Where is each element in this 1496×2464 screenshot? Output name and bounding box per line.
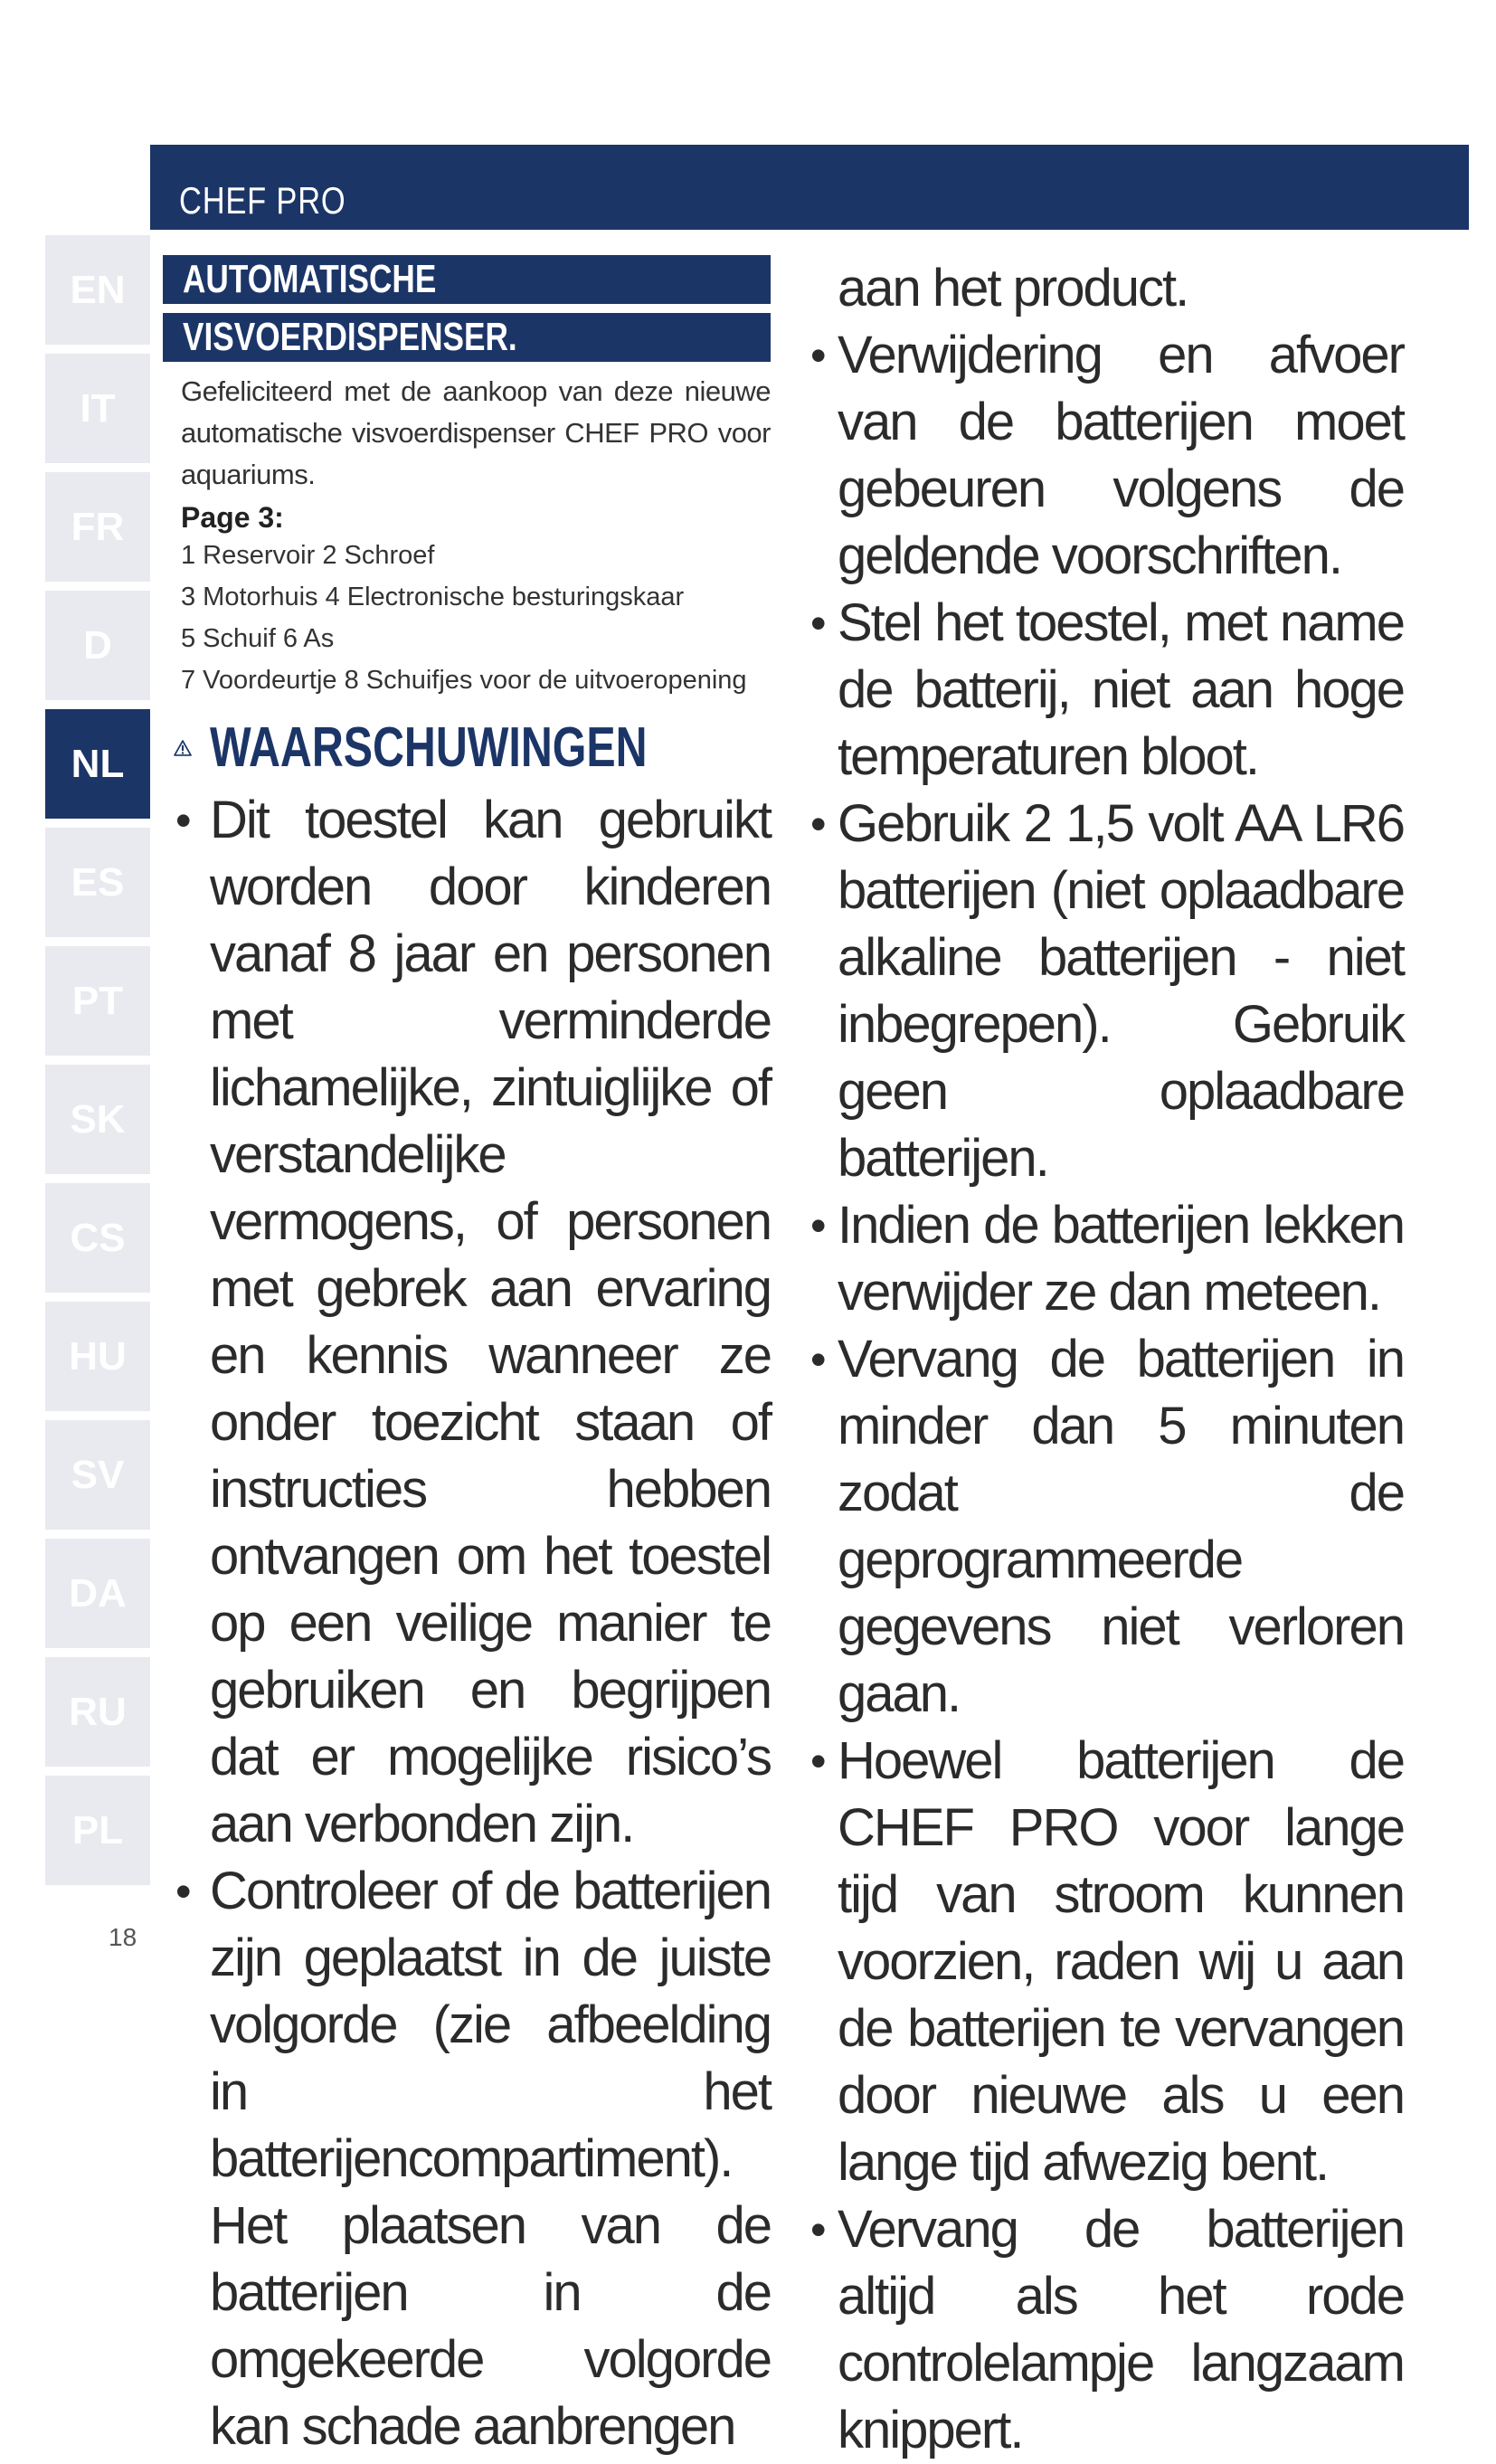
lang-tab-sv[interactable]: SV <box>45 1420 150 1530</box>
parts-line: 7 Voordeurtje 8 Schuifjes voor de uitvoeropening <box>181 666 747 695</box>
title-line-1: AUTOMATISCHE <box>183 257 437 301</box>
right-column <box>810 255 1404 2464</box>
parts-line: 1 Reservoir 2 Schroef <box>181 541 435 570</box>
list-item <box>810 1192 1404 1326</box>
bullet-icon: • <box>810 799 825 849</box>
list-item <box>163 1858 771 2460</box>
lang-tab-nl[interactable]: NL <box>45 709 150 819</box>
lang-tab-fr[interactable]: FR <box>45 472 150 582</box>
header-title: CHEF PRO <box>179 179 346 222</box>
parts-list <box>181 535 771 701</box>
bullet-text: Stel het toestel, met name de batterij, niet aan hoge temperaturen bloot. <box>838 593 1404 786</box>
bullet-icon: • <box>810 330 825 381</box>
bullet-text: Indien de batterijen lekken verwijder ze dan meteen. <box>838 1196 1404 1322</box>
title-bar-line-2 <box>163 313 771 362</box>
lang-tab-it[interactable]: IT <box>45 354 150 463</box>
lang-tab-d[interactable]: D <box>45 591 150 700</box>
bullet-text: Vervang de batterijen in minder dan 5 minuten zodat de geprogrammeerde gegevens niet verloren gaan. <box>838 1330 1404 1723</box>
bullet-icon: • <box>810 2204 825 2255</box>
warnings-heading-text: WAARSCHUWINGEN <box>210 716 648 779</box>
page-number: 18 <box>109 1923 137 1951</box>
bullet-text: Verwijdering en afvoer van de batterijen moet gebeuren volgens de geldende voorschriften. <box>838 326 1404 585</box>
lang-tab-pl[interactable]: PL <box>45 1776 150 1885</box>
title-line-2: VISVOERDISPENSER. <box>183 315 517 359</box>
list-item <box>810 791 1404 1192</box>
continuation-text: aan het product. <box>838 259 1188 317</box>
right-bullet-list <box>810 322 1404 2464</box>
bullet-icon: • <box>175 1866 190 1917</box>
title-bar-line-1 <box>163 255 771 304</box>
list-item <box>810 2196 1404 2464</box>
bullet-text: Gebruik 2 1,5 volt AA LR6 batterijen (niet oplaadbare alkaline batterijen - niet inbegrepen). Gebruik geen oplaadbare batterijen. <box>838 794 1404 1188</box>
bullet-icon: • <box>810 1200 825 1251</box>
list-item <box>810 590 1404 791</box>
left-bullet-list <box>163 787 771 2460</box>
list-item <box>810 322 1404 590</box>
lang-tab-sk[interactable]: SK <box>45 1065 150 1174</box>
header-bar <box>150 145 1469 230</box>
bullet-icon: • <box>175 795 190 846</box>
lang-tab-pt[interactable]: PT <box>45 946 150 1056</box>
bullet-text: Dit toestel kan gebruikt worden door kinderen vanaf 8 jaar en personen met verminderde lichamelijke, zintuiglijke of verstandelijke vermogens, of personen met gebrek aan ervaring en kennis wanneer ze onder toezicht staan of instructies hebben ontvangen om het toestel op een veilige manier te gebruiken en begrijpen dat er mogelijke risico’s aan verbonden zijn. <box>210 791 771 1853</box>
intro-text: Gefeliciteerd met de aankoop van deze nieuwe automatische visvoerdispenser CHEF PRO voor aquariums. <box>181 375 771 490</box>
lang-tab-hu[interactable]: HU <box>45 1302 150 1411</box>
language-tabs <box>45 235 150 1894</box>
parts-line: 3 Motorhuis 4 Electronische besturingskaar <box>181 583 685 611</box>
left-column <box>163 255 771 2460</box>
lang-tab-da[interactable]: DA <box>45 1539 150 1648</box>
list-item <box>810 1728 1404 2196</box>
lang-tab-es[interactable]: ES <box>45 828 150 937</box>
list-item <box>163 787 771 1858</box>
lang-tab-ru[interactable]: RU <box>45 1657 150 1767</box>
warnings-heading <box>174 716 771 780</box>
bullet-icon: • <box>810 598 825 649</box>
lang-tab-en[interactable]: EN <box>45 235 150 345</box>
page-label: Page 3: <box>181 501 284 534</box>
lang-tab-cs[interactable]: CS <box>45 1183 150 1293</box>
bullet-text: Vervang de batterijen altijd als het rode controlelampje langzaam knippert. <box>838 2200 1404 2459</box>
parts-line: 5 Schuif 6 As <box>181 624 335 653</box>
bullet-text: Controleer of de batterijen zijn geplaatst in de juiste volgorde (zie afbeelding in het batterijencompartiment). Het plaatsen van de batterijen in de omgekeerde volgorde kan schade aanbrengen <box>210 1862 771 2456</box>
bullet-icon: • <box>810 1736 825 1786</box>
bullet-text: Hoewel batterijen de CHEF PRO voor lange tijd van stroom kunnen voorzien, raden wij u aan de batterijen te vervangen door nieuwe als u een lange tijd afwezig bent. <box>838 1731 1404 2192</box>
warning-triangle-icon <box>174 725 192 772</box>
list-item <box>810 1326 1404 1728</box>
bullet-icon: • <box>810 1334 825 1385</box>
